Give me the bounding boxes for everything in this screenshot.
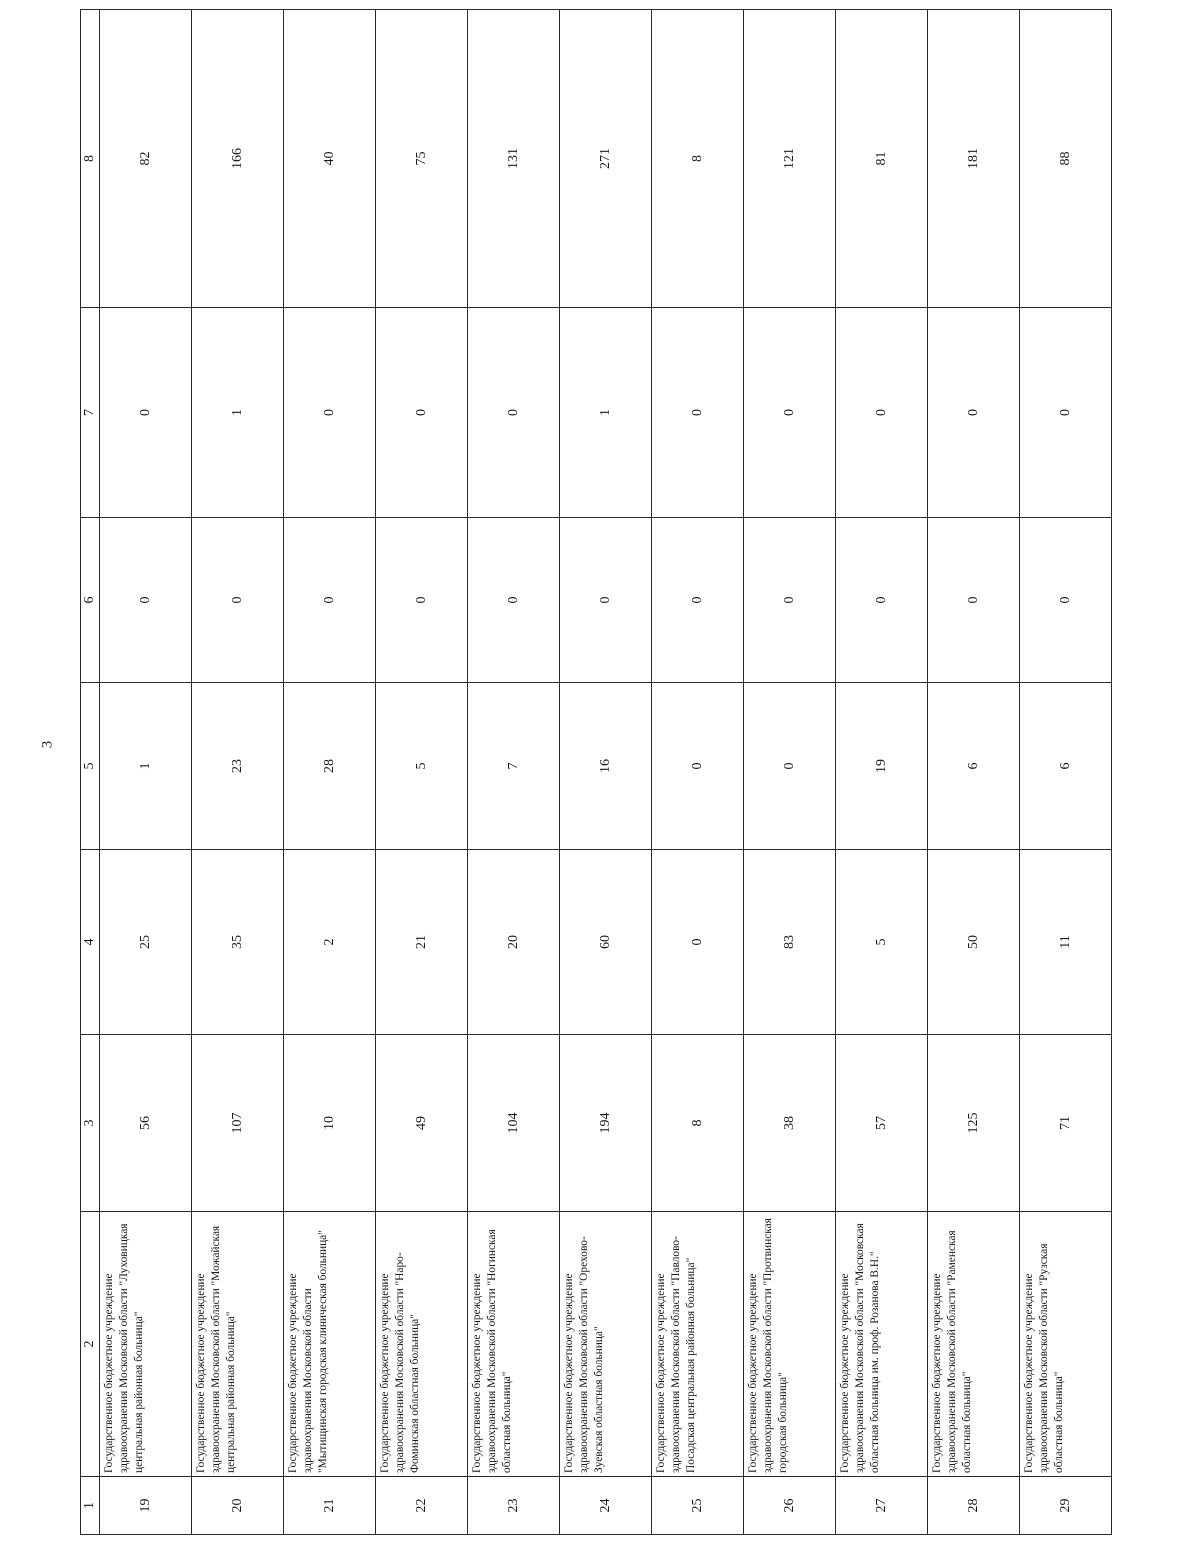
institution-name-cell: Государственное бюджетное учреждение здравоохранения Московской области "Московская областная больница им. проф. Розанова В.Н." [836, 1212, 928, 1477]
table-row [560, 10, 652, 1535]
value-cell-c3: 104 [468, 1035, 560, 1212]
value-cell-c8: 40 [284, 10, 376, 308]
value-cell-c8: 81 [836, 10, 928, 308]
table-row [468, 10, 560, 1535]
value-cell-c3: 57 [836, 1035, 928, 1212]
value-cell-c4: 50 [928, 850, 1020, 1035]
value-cell-c6: 0 [836, 518, 928, 683]
header-row [81, 10, 100, 1535]
value-cell-c7: 0 [928, 308, 1020, 518]
institution-name-cell: Государственное бюджетное учреждение здравоохранения Московской области "Ногинская областная больница" [468, 1212, 560, 1477]
value-cell-c8: 121 [744, 10, 836, 308]
table-row [928, 10, 1020, 1535]
row-number-cell: 21 [284, 1477, 376, 1535]
column-header: 3 [81, 1035, 100, 1212]
column-header: 8 [81, 10, 100, 308]
row-number-cell: 27 [836, 1477, 928, 1535]
value-cell-c8: 75 [376, 10, 468, 308]
rotated-table-sheet [80, 10, 1090, 1535]
table-row [376, 10, 468, 1535]
value-cell-c3: 56 [100, 1035, 192, 1212]
table-row [1020, 10, 1112, 1535]
row-number-cell: 29 [1020, 1477, 1112, 1535]
value-cell-c5: 0 [744, 683, 836, 850]
institution-name-cell: Государственное бюджетное учреждение здравоохранения Московской области "Наро-Фоминская областная больница" [376, 1212, 468, 1477]
value-cell-c5: 28 [284, 683, 376, 850]
table-row [836, 10, 928, 1535]
table-row [192, 10, 284, 1535]
row-number-cell: 19 [100, 1477, 192, 1535]
value-cell-c5: 19 [836, 683, 928, 850]
value-cell-c5: 0 [652, 683, 744, 850]
row-number-cell: 28 [928, 1477, 1020, 1535]
value-cell-c6: 0 [652, 518, 744, 683]
value-cell-c4: 0 [652, 850, 744, 1035]
value-cell-c6: 0 [468, 518, 560, 683]
value-cell-c3: 194 [560, 1035, 652, 1212]
value-cell-c3: 10 [284, 1035, 376, 1212]
value-cell-c5: 7 [468, 683, 560, 850]
institution-name-cell: Государственное бюджетное учреждение здравоохранения Московской области "Орехово-Зуевская областная больница" [560, 1212, 652, 1477]
value-cell-c7: 1 [192, 308, 284, 518]
value-cell-c6: 0 [928, 518, 1020, 683]
institution-name-cell: Государственное бюджетное учреждение здравоохранения Московской области "Павлово-Посадская центральная районная больница" [652, 1212, 744, 1477]
value-cell-c6: 0 [744, 518, 836, 683]
institution-name-cell: Государственное бюджетное учреждение здравоохранения Московской области "Раменская областная больница" [928, 1212, 1020, 1477]
table-row [100, 10, 192, 1535]
value-cell-c6: 0 [560, 518, 652, 683]
table-row [652, 10, 744, 1535]
hospital-table [80, 9, 1112, 1535]
value-cell-c7: 0 [468, 308, 560, 518]
value-cell-c8: 8 [652, 10, 744, 308]
page-number: 3 [39, 740, 56, 749]
value-cell-c4: 60 [560, 850, 652, 1035]
table-row [284, 10, 376, 1535]
row-number-cell: 22 [376, 1477, 468, 1535]
value-cell-c6: 0 [192, 518, 284, 683]
column-header: 6 [81, 518, 100, 683]
value-cell-c7: 0 [744, 308, 836, 518]
value-cell-c3: 71 [1020, 1035, 1112, 1212]
row-number-cell: 25 [652, 1477, 744, 1535]
value-cell-c7: 0 [376, 308, 468, 518]
value-cell-c7: 0 [100, 308, 192, 518]
institution-name-cell: Государственное бюджетное учреждение здравоохранения Московской области "Луховицкая центральная районная больница" [100, 1212, 192, 1477]
value-cell-c8: 166 [192, 10, 284, 308]
value-cell-c8: 181 [928, 10, 1020, 308]
column-header: 1 [81, 1477, 100, 1535]
value-cell-c8: 88 [1020, 10, 1112, 308]
value-cell-c5: 6 [1020, 683, 1112, 850]
institution-name-cell: Государственное бюджетное учреждение здравоохранения Московской области "Протвинская городская больница" [744, 1212, 836, 1477]
value-cell-c5: 6 [928, 683, 1020, 850]
value-cell-c7: 0 [652, 308, 744, 518]
value-cell-c4: 25 [100, 850, 192, 1035]
value-cell-c4: 20 [468, 850, 560, 1035]
column-header: 5 [81, 683, 100, 850]
value-cell-c7: 0 [836, 308, 928, 518]
value-cell-c8: 82 [100, 10, 192, 308]
value-cell-c4: 11 [1020, 850, 1112, 1035]
value-cell-c5: 5 [376, 683, 468, 850]
value-cell-c5: 16 [560, 683, 652, 850]
value-cell-c8: 271 [560, 10, 652, 308]
value-cell-c4: 21 [376, 850, 468, 1035]
value-cell-c7: 0 [284, 308, 376, 518]
column-header: 7 [81, 308, 100, 518]
table-row [744, 10, 836, 1535]
row-number-cell: 26 [744, 1477, 836, 1535]
value-cell-c3: 49 [376, 1035, 468, 1212]
value-cell-c5: 23 [192, 683, 284, 850]
column-header: 4 [81, 850, 100, 1035]
value-cell-c7: 0 [1020, 308, 1112, 518]
value-cell-c3: 8 [652, 1035, 744, 1212]
value-cell-c4: 2 [284, 850, 376, 1035]
value-cell-c4: 5 [836, 850, 928, 1035]
value-cell-c8: 131 [468, 10, 560, 308]
value-cell-c6: 0 [376, 518, 468, 683]
value-cell-c4: 83 [744, 850, 836, 1035]
institution-name-cell: Государственное бюджетное учреждение здравоохранения Московской области "Мытищинская городская клиническая больница" [284, 1212, 376, 1477]
value-cell-c6: 0 [284, 518, 376, 683]
value-cell-c3: 38 [744, 1035, 836, 1212]
row-number-cell: 20 [192, 1477, 284, 1535]
institution-name-cell: Государственное бюджетное учреждение здравоохранения Московской области "Можайская центральная районная больница" [192, 1212, 284, 1477]
value-cell-c4: 35 [192, 850, 284, 1035]
value-cell-c3: 125 [928, 1035, 1020, 1212]
table-body [81, 10, 1112, 1535]
column-header: 2 [81, 1212, 100, 1477]
value-cell-c3: 107 [192, 1035, 284, 1212]
institution-name-cell: Государственное бюджетное учреждение здравоохранения Московской области "Рузская областная больница" [1020, 1212, 1112, 1477]
row-number-cell: 24 [560, 1477, 652, 1535]
value-cell-c6: 0 [100, 518, 192, 683]
value-cell-c7: 1 [560, 308, 652, 518]
value-cell-c5: 1 [100, 683, 192, 850]
row-number-cell: 23 [468, 1477, 560, 1535]
value-cell-c6: 0 [1020, 518, 1112, 683]
